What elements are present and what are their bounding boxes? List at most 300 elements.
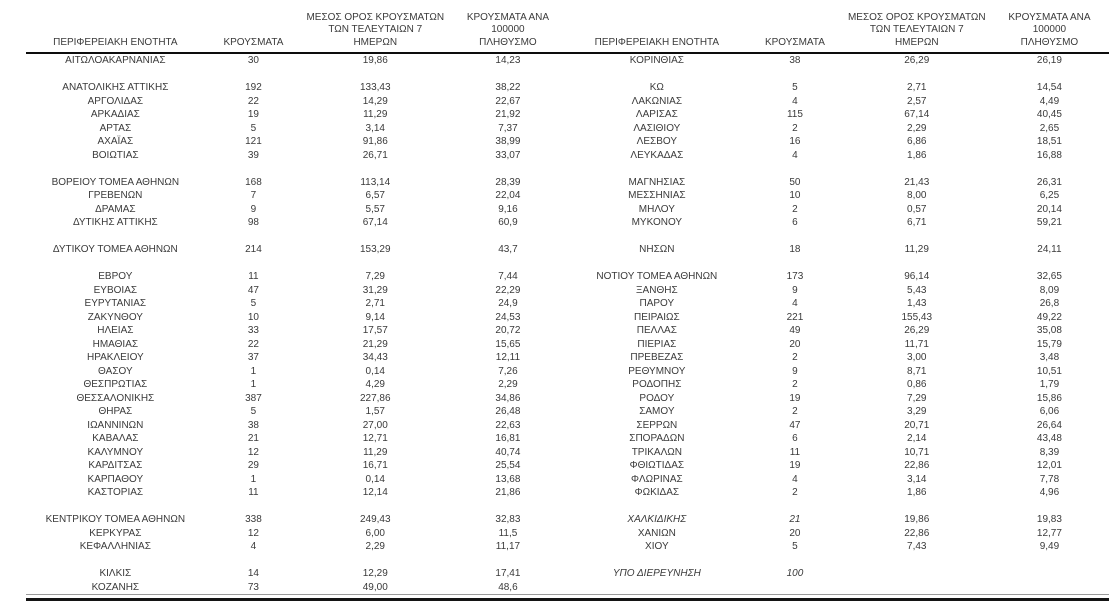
cell-per100k: 18,51 [1036, 136, 1062, 147]
table-row [26, 513, 568, 527]
cell-avg7: 6,00 [365, 527, 385, 539]
cell-per100k: 17,41 [495, 568, 521, 579]
cell-region: ΗΜΑΘΙΑΣ [92, 338, 139, 350]
cell-region: ΛΑΡΙΣΑΣ [635, 109, 678, 120]
cell-avg7: 2,57 [907, 95, 927, 107]
column-header-per100k: ΚΡΟΥΣΜΑΤΑ ΑΝΑ 100000 ΠΛΗΘΥΣΜΟ [990, 5, 1109, 53]
cell-region [568, 68, 747, 82]
cell-avg7: 11,71 [904, 338, 929, 350]
regional-cases-table-left [26, 5, 568, 594]
cell-region: ΑΧΑΪΑΣ [97, 136, 134, 147]
cell-cases: 9 [792, 365, 798, 377]
cell-avg7: 17,57 [362, 325, 388, 336]
cell-avg7: 2,29 [907, 122, 927, 134]
cell-avg7 [844, 68, 990, 82]
cell-avg7: 2,14 [907, 433, 927, 444]
cell-per100k: 15,65 [495, 338, 521, 350]
cell-per100k [990, 567, 1109, 581]
cell-cases: 19 [247, 109, 259, 120]
cell-cases: 1 [250, 379, 257, 390]
cell-avg7: 6,71 [907, 217, 927, 228]
cell-region: ΘΑΣΟΥ [98, 365, 133, 377]
table-row [26, 527, 568, 541]
spacer-row [26, 500, 568, 514]
cell-per100k: 14,23 [495, 55, 521, 66]
cell-avg7: 5,57 [365, 203, 385, 215]
cell-region [26, 257, 205, 271]
cell-avg7: 31,29 [362, 284, 388, 296]
cell-avg7 [302, 257, 448, 271]
table-row [26, 108, 568, 122]
cell-avg7: 22,86 [904, 460, 930, 471]
table-row [26, 149, 568, 163]
cell-per100k: 11,17 [495, 541, 521, 552]
cell-cases [205, 162, 302, 176]
cell-region: ΘΕΣΣΑΛΟΝΙΚΗΣ [76, 392, 155, 404]
cell-per100k: 2,65 [1039, 122, 1060, 134]
cell-per100k: 16,81 [495, 433, 521, 444]
cell-region: ΗΡΑΚΛΕΙΟΥ [86, 352, 144, 363]
cell-region: ΔΡΑΜΑΣ [95, 203, 136, 215]
cell-per100k: 2,29 [498, 379, 518, 390]
column-header-region: ΠΕΡΙΦΕΡΕΙΑΚΗ ΕΝΟΤΗΤΑ [568, 5, 747, 53]
cell-per100k: 7,37 [498, 122, 518, 134]
cell-region [568, 162, 747, 176]
cell-per100k [990, 581, 1109, 595]
cell-region: ΦΘΙΩΤΙΔΑΣ [629, 460, 685, 471]
cell-cases: 4 [792, 149, 798, 161]
cell-cases: 47 [789, 419, 801, 431]
cell-cases: 37 [247, 352, 259, 363]
cell-avg7: 2,71 [907, 82, 927, 93]
cell-cases: 121 [245, 136, 262, 147]
cell-per100k: 6,06 [1039, 406, 1060, 417]
cell-avg7 [302, 554, 448, 568]
table-row [26, 405, 568, 419]
cell-per100k [990, 257, 1109, 271]
cell-per100k: 22,67 [495, 95, 521, 107]
cell-avg7: 20,71 [904, 419, 930, 431]
cell-per100k: 32,65 [1036, 271, 1062, 282]
cell-per100k: 43,48 [1036, 433, 1062, 444]
cell-per100k: 8,09 [1039, 284, 1060, 296]
cell-per100k: 13,68 [495, 473, 521, 485]
cell-per100k: 26,64 [1036, 419, 1062, 431]
table-row [26, 122, 568, 136]
cell-avg7: 133,43 [359, 82, 391, 93]
cell-cases: 29 [247, 460, 259, 471]
cell-per100k: 19,83 [1036, 514, 1062, 525]
cell-cases [205, 230, 302, 244]
cell-cases: 38 [789, 55, 801, 66]
table-row [568, 311, 1109, 325]
cell-per100k: 12,77 [1036, 527, 1062, 539]
cell-cases: 73 [247, 581, 259, 593]
cell-cases: 10 [789, 190, 801, 201]
cell-avg7: 12,29 [362, 568, 388, 579]
cell-cases: 168 [245, 176, 262, 188]
cell-avg7 [844, 257, 990, 271]
column-header-region: ΠΕΡΙΦΕΡΕΙΑΚΗ ΕΝΟΤΗΤΑ [26, 5, 205, 53]
cell-per100k: 28,39 [495, 176, 521, 188]
cell-per100k [448, 230, 567, 244]
cell-cases: 50 [789, 176, 801, 188]
cell-region: ΛΕΥΚΑΔΑΣ [630, 149, 684, 161]
cell-region: ΜΑΓΝΗΣΙΑΣ [628, 176, 686, 188]
cell-per100k: 22,29 [495, 284, 521, 296]
cell-avg7: 26,29 [904, 325, 930, 336]
cell-per100k: 21,92 [495, 109, 521, 120]
cell-cases: 214 [245, 244, 262, 255]
spacer-row [568, 257, 1109, 271]
cell-region [26, 554, 205, 568]
cell-region: ΛΑΣΙΘΙΟΥ [633, 122, 681, 134]
cell-per100k: 24,53 [495, 311, 521, 323]
cell-region [568, 500, 747, 514]
cell-region: ΕΥΒΟΙΑΣ [93, 284, 138, 296]
cell-avg7: 19,86 [362, 55, 388, 66]
table-row [568, 135, 1109, 149]
cell-cases: 4 [792, 298, 798, 309]
cell-region: ΠΑΡΟΥ [639, 298, 675, 309]
cell-avg7 [302, 162, 448, 176]
table-row [568, 324, 1109, 338]
cell-avg7: 11,29 [904, 244, 929, 255]
table-row [568, 297, 1109, 311]
table-row [26, 473, 568, 487]
cell-cases: 387 [245, 392, 262, 404]
cell-region: ΡΟΔΟΥ [639, 392, 675, 404]
cell-region [26, 230, 205, 244]
column-header-per100k: ΚΡΟΥΣΜΑΤΑ ΑΝΑ 100000 ΠΛΗΘΥΣΜΟ [448, 5, 567, 53]
table-row [568, 243, 1109, 257]
cell-per100k [990, 162, 1109, 176]
table-header-right [568, 5, 1109, 53]
cell-per100k [990, 554, 1109, 568]
cell-avg7: 1,43 [907, 298, 927, 309]
cell-cases: 22 [247, 95, 259, 107]
spacer-row [568, 581, 1109, 595]
cell-avg7: 1,57 [365, 406, 385, 417]
cell-cases: 4 [792, 95, 798, 107]
cell-cases: 22 [247, 338, 259, 350]
cell-avg7 [844, 162, 990, 176]
cell-avg7: 0,14 [365, 473, 385, 485]
column-header-avg7: ΜΕΣΟΣ ΟΡΟΣ ΚΡΟΥΣΜΑΤΩΝ ΤΩΝ ΤΕΛΕΥΤΑΙΩΝ 7 ΗΜΕΡΩΝ [844, 5, 990, 53]
table-row [568, 176, 1109, 190]
table-row [568, 513, 1109, 527]
bottom-rule-thick-line [26, 598, 1109, 601]
cell-per100k: 26,48 [495, 406, 521, 417]
cell-avg7: 21,43 [904, 176, 930, 188]
table-row [568, 53, 1109, 68]
cell-per100k: 32,83 [495, 514, 521, 525]
table-row [26, 176, 568, 190]
cell-per100k [990, 500, 1109, 514]
cell-per100k: 11,5 [498, 527, 518, 539]
cell-cases: 11 [789, 446, 801, 458]
cell-cases: 21 [247, 433, 259, 444]
cell-per100k: 59,21 [1036, 217, 1062, 228]
cell-per100k: 14,54 [1036, 82, 1062, 93]
table-row [26, 392, 568, 406]
cell-region: ΠΕΙΡΑΙΩΣ [633, 311, 680, 323]
cell-cases: 20 [789, 527, 801, 539]
cell-per100k: 34,86 [495, 392, 521, 404]
cell-avg7: 0,86 [907, 379, 927, 390]
table-row [26, 81, 568, 95]
cell-cases: 9 [250, 203, 257, 215]
cell-region: ΛΑΚΩΝΙΑΣ [631, 95, 683, 107]
cell-region: ΚΑΒΑΛΑΣ [92, 433, 139, 444]
cell-cases [746, 500, 843, 514]
table-row [568, 527, 1109, 541]
table-row [568, 338, 1109, 352]
cell-cases: 5 [250, 406, 257, 417]
cell-per100k: 16,88 [1036, 149, 1062, 161]
cell-cases: 33 [247, 325, 259, 336]
table-row [26, 581, 568, 595]
cell-per100k: 6,25 [1039, 190, 1060, 201]
cell-avg7: 67,14 [362, 217, 388, 228]
table-row [568, 203, 1109, 217]
cell-avg7: 5,43 [907, 284, 927, 296]
cell-avg7: 26,29 [904, 55, 930, 66]
cell-per100k: 4,49 [1039, 95, 1060, 107]
cell-region: ΜΗΛΟΥ [638, 203, 675, 215]
table-row [568, 540, 1109, 554]
cell-cases [746, 68, 843, 82]
cell-per100k: 22,04 [495, 190, 521, 201]
cell-per100k: 10,51 [1036, 365, 1062, 377]
cell-per100k: 21,86 [495, 487, 521, 498]
cell-region: ΧΑΝΙΩΝ [637, 527, 676, 539]
cell-cases [205, 500, 302, 514]
cell-cases: 7 [250, 190, 257, 201]
cell-avg7 [844, 554, 990, 568]
cell-region: ΧΑΛΚΙΔΙΚΗΣ [627, 514, 687, 525]
cell-region: ΚΟΡΙΝΘΙΑΣ [629, 55, 684, 66]
cell-cases: 10 [247, 311, 259, 323]
cell-avg7: 19,86 [904, 514, 930, 525]
cell-avg7: 3,00 [907, 352, 927, 363]
cell-cases: 38 [247, 419, 259, 431]
table-row [568, 270, 1109, 284]
cell-cases: 19 [789, 460, 801, 471]
table-row [26, 338, 568, 352]
table-row [26, 311, 568, 325]
table-row [26, 567, 568, 581]
column-header-avg7: ΜΕΣΟΣ ΟΡΟΣ ΚΡΟΥΣΜΑΤΩΝ ΤΩΝ ΤΕΛΕΥΤΑΙΩΝ 7 ΗΜΕΡΩΝ [302, 5, 448, 53]
cell-per100k: 12,11 [495, 352, 521, 363]
table-row [568, 122, 1109, 136]
cell-avg7: 153,29 [359, 244, 391, 255]
cell-cases: 9 [792, 284, 798, 296]
cell-cases: 2 [792, 203, 798, 215]
cell-cases: 5 [250, 122, 257, 134]
cell-region: ΔΥΤΙΚΟΥ ΤΟΜΕΑ ΑΘΗΝΩΝ [52, 244, 178, 255]
cell-avg7: 10,71 [904, 446, 930, 458]
table-row [26, 284, 568, 298]
table-row [26, 203, 568, 217]
cell-per100k: 24,11 [1037, 244, 1062, 255]
cell-region: ΑΡΚΑΔΙΑΣ [90, 109, 140, 120]
cell-per100k: 1,79 [1039, 379, 1060, 390]
cell-avg7: 21,29 [362, 338, 388, 350]
cell-cases: 5 [792, 541, 798, 552]
cell-region: ΜΕΣΣΗΝΙΑΣ [628, 190, 686, 201]
spacer-row [26, 257, 568, 271]
cell-per100k: 7,78 [1039, 473, 1060, 485]
cell-region: ΚΕΝΤΡΙΚΟΥ ΤΟΜΕΑ ΑΘΗΝΩΝ [45, 514, 186, 525]
table-row [26, 216, 568, 230]
spacer-row [568, 554, 1109, 568]
tables-wrap [26, 0, 1109, 594]
cell-region [26, 500, 205, 514]
cell-avg7: 22,86 [904, 527, 930, 539]
cell-avg7: 1,86 [907, 149, 927, 161]
cell-cases: 173 [786, 271, 804, 282]
cell-region: ΣΠΟΡΑΔΩΝ [629, 433, 685, 444]
cell-region: ΠΙΕΡΙΑΣ [637, 338, 677, 350]
cell-region: ΠΡΕΒΕΖΑΣ [630, 352, 684, 363]
cell-per100k [990, 68, 1109, 82]
cell-avg7 [844, 500, 990, 514]
table-row [568, 473, 1109, 487]
cell-per100k [448, 257, 567, 271]
cell-region: ΚΑΡΠΑΘΟΥ [87, 473, 144, 485]
cell-cases: 18 [789, 244, 801, 255]
cell-region [26, 68, 205, 82]
cell-region: ΒΟΙΩΤΙΑΣ [92, 149, 139, 161]
cell-per100k [448, 68, 567, 82]
cell-region: ΤΡΙΚΑΛΩΝ [631, 446, 682, 458]
cell-cases: 49 [789, 325, 801, 336]
cell-region: ΚΟΖΑΝΗΣ [91, 581, 140, 593]
cell-cases [205, 554, 302, 568]
cell-cases: 4 [792, 473, 798, 485]
cell-region: ΘΕΣΠΡΩΤΙΑΣ [83, 379, 148, 390]
cell-region: ΚΕΦΑΛΛΗΝΙΑΣ [79, 541, 151, 552]
table-row [568, 378, 1109, 392]
cell-region: ΠΕΛΛΑΣ [636, 325, 677, 336]
table-row [26, 486, 568, 500]
table-row [26, 351, 568, 365]
table-row [568, 365, 1109, 379]
cell-region: ΙΩΑΝΝΙΝΩΝ [87, 419, 144, 431]
table-row [568, 446, 1109, 460]
cell-region: ΚΙΛΚΙΣ [99, 568, 132, 579]
cell-region: ΖΑΚΥΝΘΟΥ [87, 311, 143, 323]
cell-per100k: 20,72 [495, 325, 521, 336]
cell-per100k: 33,07 [495, 149, 521, 161]
cell-region: ΛΕΣΒΟΥ [636, 136, 677, 147]
cell-region: ΝΗΣΩΝ [639, 244, 675, 255]
cell-region [568, 554, 747, 568]
cell-cases: 2 [792, 487, 798, 498]
cell-cases: 12 [247, 446, 259, 458]
cell-avg7 [844, 230, 990, 244]
cell-cases: 11 [248, 271, 259, 282]
cell-per100k: 43,7 [498, 244, 518, 255]
table-row [568, 81, 1109, 95]
cell-avg7: 7,29 [907, 392, 927, 404]
spacer-row [568, 230, 1109, 244]
cell-per100k: 48,6 [498, 581, 518, 593]
table-row [568, 149, 1109, 163]
cell-per100k: 7,26 [498, 365, 518, 377]
table-row [26, 432, 568, 446]
cell-cases: 100 [786, 568, 804, 579]
table-row [26, 95, 568, 109]
table-row [26, 270, 568, 284]
cell-per100k: 26,19 [1036, 55, 1062, 66]
table-row [568, 216, 1109, 230]
cell-region: ΦΛΩΡΙΝΑΣ [631, 473, 683, 485]
cell-cases: 16 [789, 136, 801, 147]
cell-cases: 12 [247, 527, 259, 539]
cell-region: ΓΡΕΒΕΝΩΝ [88, 190, 143, 201]
table-row [26, 297, 568, 311]
cell-cases: 2 [792, 406, 798, 417]
table-row [26, 324, 568, 338]
cell-avg7 [844, 567, 990, 581]
table-row [26, 135, 568, 149]
cell-per100k: 9,16 [498, 203, 518, 215]
cell-region [568, 230, 747, 244]
bottom-rule-thin-line [26, 594, 1109, 595]
cell-cases [746, 162, 843, 176]
cell-avg7: 0,14 [365, 365, 385, 377]
table-row [26, 446, 568, 460]
cell-region: ΕΥΡΥΤΑΝΙΑΣ [84, 298, 147, 309]
cell-avg7: 8,71 [907, 365, 927, 377]
spacer-row [26, 162, 568, 176]
cell-per100k: 15,79 [1036, 338, 1062, 350]
cell-region: ΑΝΑΤΟΛΙΚΗΣ ΑΤΤΙΚΗΣ [62, 82, 169, 93]
cell-region: ΞΑΝΘΗΣ [636, 284, 678, 296]
cell-per100k: 22,63 [495, 419, 521, 431]
table-row [568, 189, 1109, 203]
spacer-row [568, 68, 1109, 82]
column-header-cases: ΚΡΟΥΣΜΑΤΑ [746, 5, 843, 53]
cell-region: ΚΑΣΤΟΡΙΑΣ [87, 487, 144, 498]
cell-cases [746, 230, 843, 244]
spacer-row [26, 230, 568, 244]
cell-per100k: 8,39 [1039, 446, 1060, 458]
cell-avg7: 1,86 [907, 487, 927, 498]
cell-avg7 [844, 581, 990, 595]
cell-cases: 20 [789, 338, 801, 350]
cell-avg7: 26,71 [362, 149, 388, 161]
cell-cases: 19 [789, 392, 801, 404]
cell-avg7: 2,71 [365, 298, 385, 309]
cell-avg7: 113,14 [360, 176, 391, 188]
cell-per100k: 38,22 [495, 82, 521, 93]
cell-avg7: 3,14 [907, 473, 927, 485]
cell-avg7: 34,43 [362, 352, 388, 363]
cell-cases: 39 [247, 149, 259, 161]
table-row [26, 365, 568, 379]
cell-cases: 221 [786, 311, 804, 323]
cell-per100k: 7,44 [498, 271, 518, 282]
table-row [26, 53, 568, 68]
cell-cases: 4 [250, 541, 257, 552]
cell-per100k: 9,49 [1039, 541, 1060, 552]
cell-region: ΜΥΚΟΝΟΥ [631, 217, 683, 228]
cell-cases: 5 [792, 82, 798, 93]
table-row [568, 486, 1109, 500]
